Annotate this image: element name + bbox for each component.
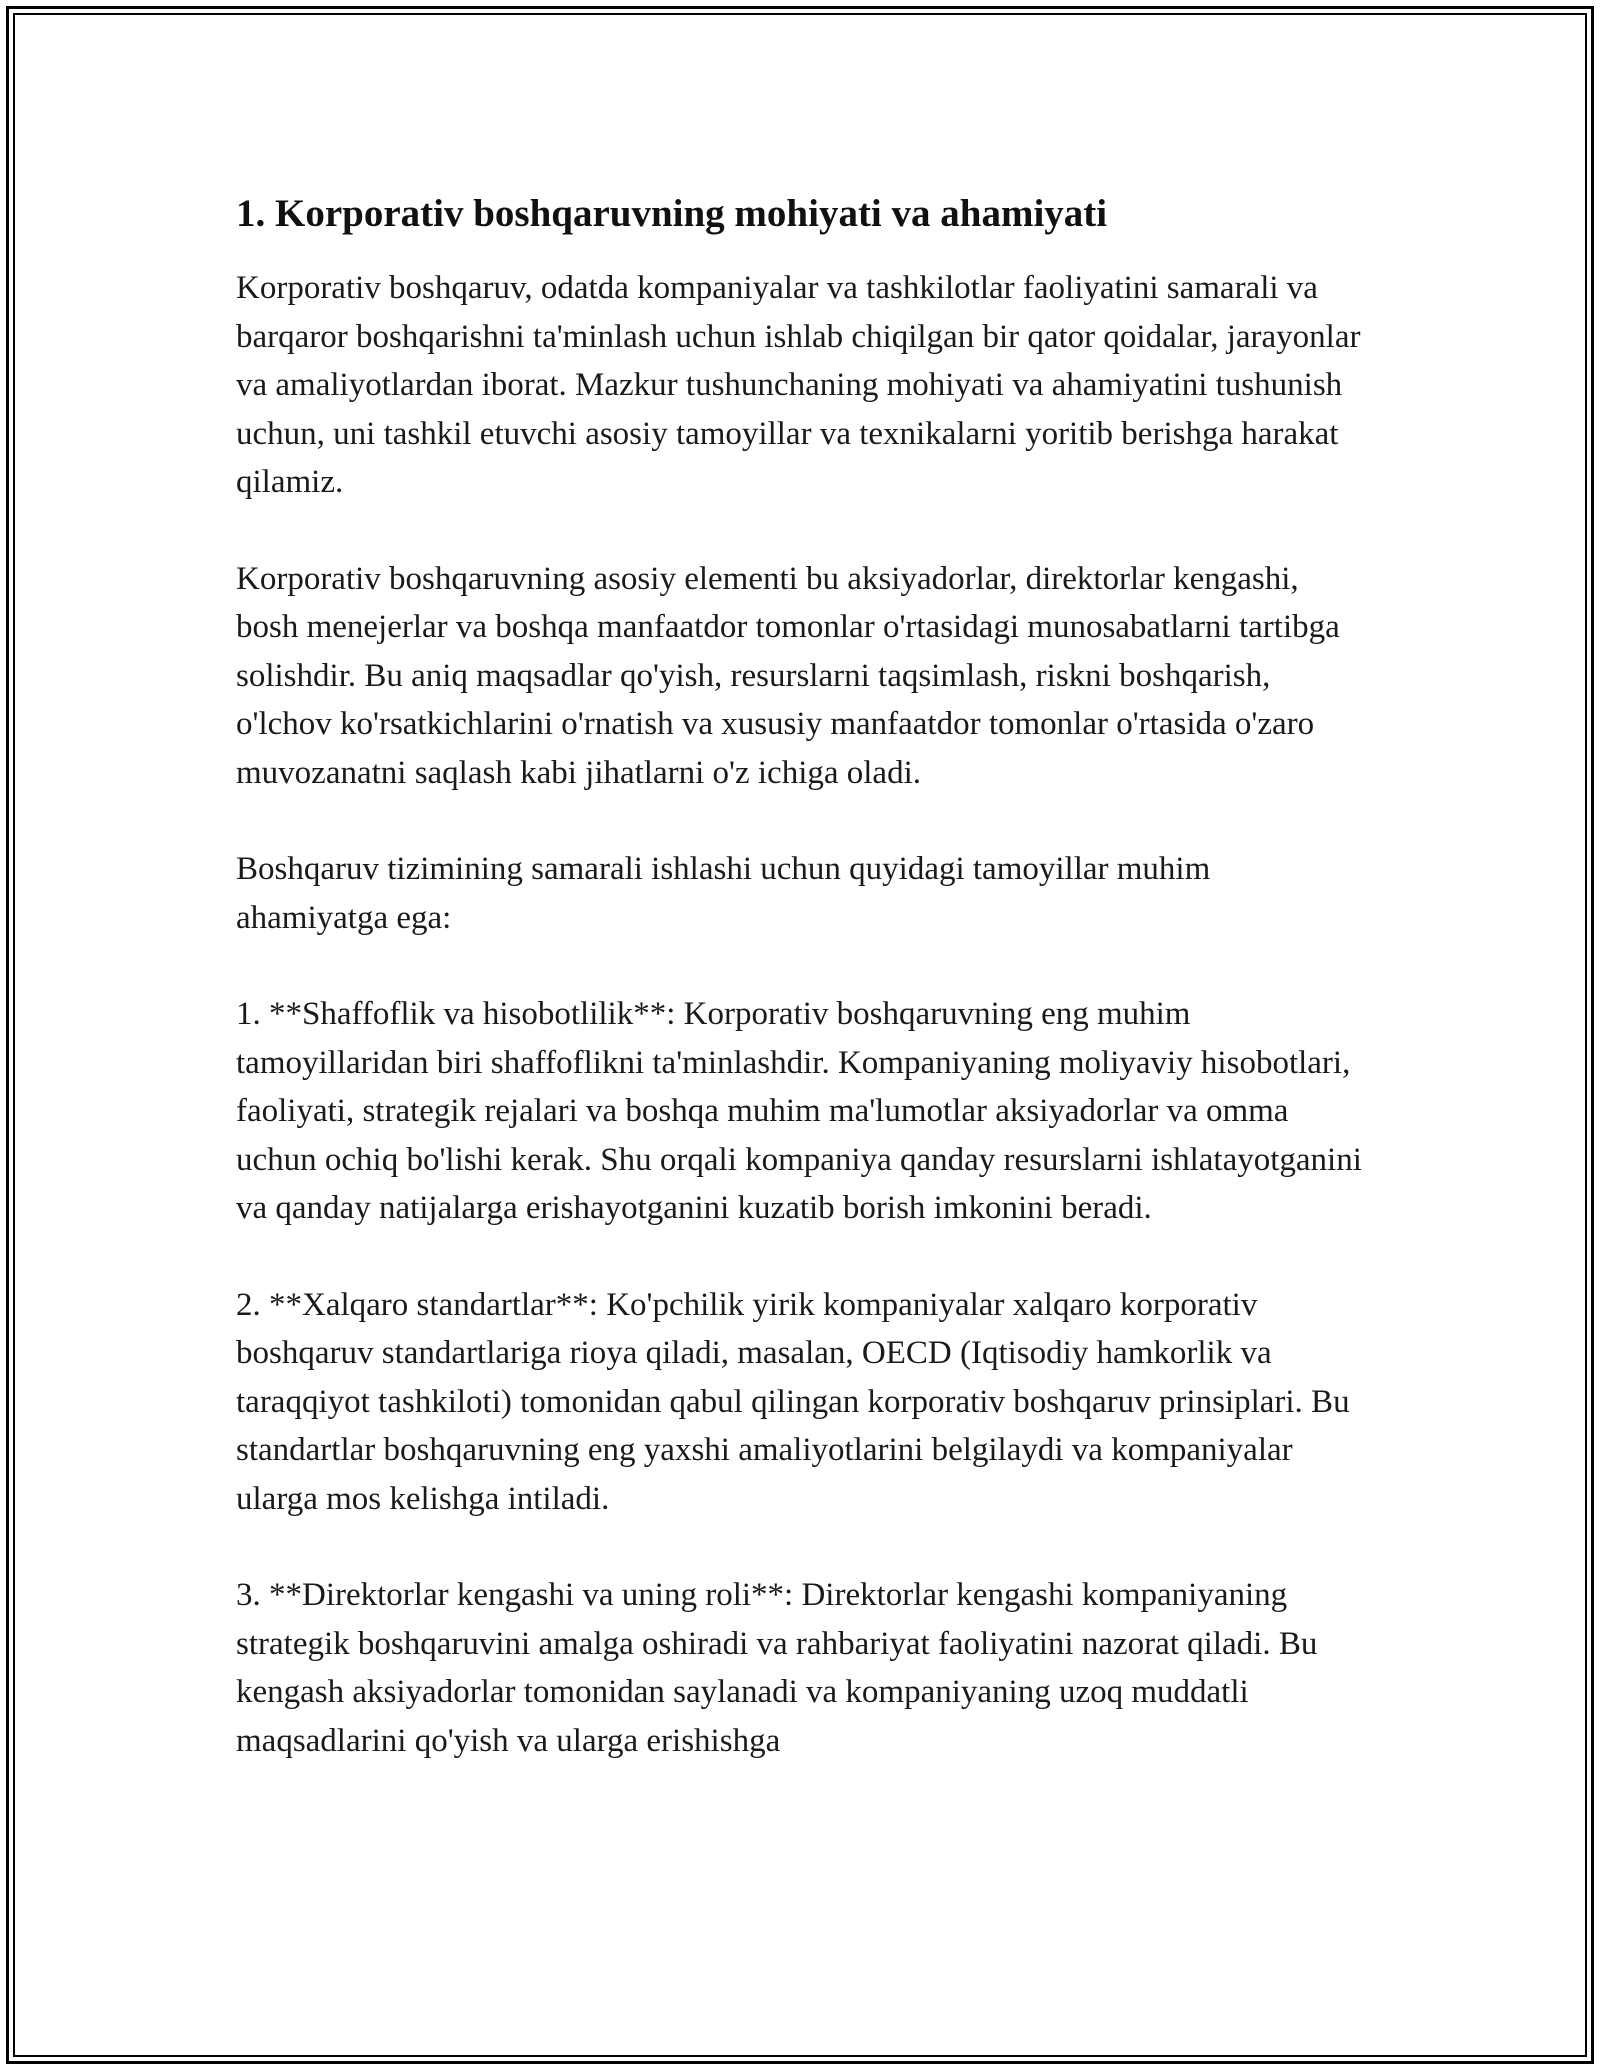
list-item-international-standards: 2. **Xalqaro standartlar**: Ko'pchilik yirik kompaniyalar xalqaro korporativ boshqaruv standartlariga rioya qiladi, masalan, OECD (Iqtisodiy hamkorlik va taraqqiyot tashkiloti) tomonidan qabul qilingan korporativ boshqaruv prinsiplari. Bu standartlar boshqaruvning eng yaxshi amaliyotlarini belgilaydi va kompaniyalar ularga mos kelishga intiladi. bbox=[236, 1286, 1350, 1517]
section-heading: 1. Korporativ boshqaruvning mohiyati va ahamiyati bbox=[236, 192, 1108, 235]
paragraph-intro: Korporativ boshqaruv, odatda kompaniyalar va tashkilotlar faoliyatini samarali va barqaror boshqarishni ta'minlash uchun ishlab chiqilgan bir qator qoidalar, jarayonlar va amaliyotlardan iborat. Mazkur tushunchaning mohiyati va ahamiyatini tushunish uchun, uni tashkil etuvchi asosiy tamoyillar va texnikalarni yoritib berishga harakat qilamiz. bbox=[236, 270, 1361, 500]
list-item-board-of-directors: 3. **Direktorlar kengashi va uning roli**: Direktorlar kengashi kompaniyaning strategik boshqaruvini amalga oshiradi va rahbariyat faoliyatini nazorat qiladi. Bu kengash aksiyadorlar tomonidan saylanadi va kompaniyaning uzoq muddatli maqsadlarini qo'yish va ularga erishishga bbox=[236, 1577, 1318, 1759]
paragraph-main-element: Korporativ boshqaruvning asosiy elementi bu aksiyadorlar, direktorlar kengashi, bosh menejerlar va boshqa manfaatdor tomonlar o'rtasidagi munosabatlarni tartibga solishdir. Bu aniq maqsadlar qo'yish, resurslarni taqsimlash, riskni boshqarish, o'lchov ko'rsatkichlarini o'rnatish va xususiy manfaatdor tomonlar o'rtasida o'zaro muvozanatni saqlash kabi jihatlarni o'z ichiga oladi. bbox=[236, 560, 1340, 791]
document-body bbox=[236, 186, 1366, 1813]
list-item-transparency: 1. **Shaffoflik va hisobotlilik**: Korporativ boshqaruvning eng muhim tamoyillaridan biri shaffoflikni ta'minlashdir. Kompaniyaning moliyaviy hisobotlari, faoliyati, strategik rejalari va boshqa muhim ma'lumotlar aksiyadorlar va omma uchun ochiq bo'lishi kerak. Shu orqali kompaniya qanday resurslarni ishlatayotganini va qanday natijalarga erishayotganini kuzatib borish imkonini beradi. bbox=[236, 996, 1362, 1226]
paragraph-principles-intro: Boshqaruv tizimining samarali ishlashi uchun quyidagi tamoyillar muhim ahamiyatga ega: bbox=[236, 851, 1211, 936]
